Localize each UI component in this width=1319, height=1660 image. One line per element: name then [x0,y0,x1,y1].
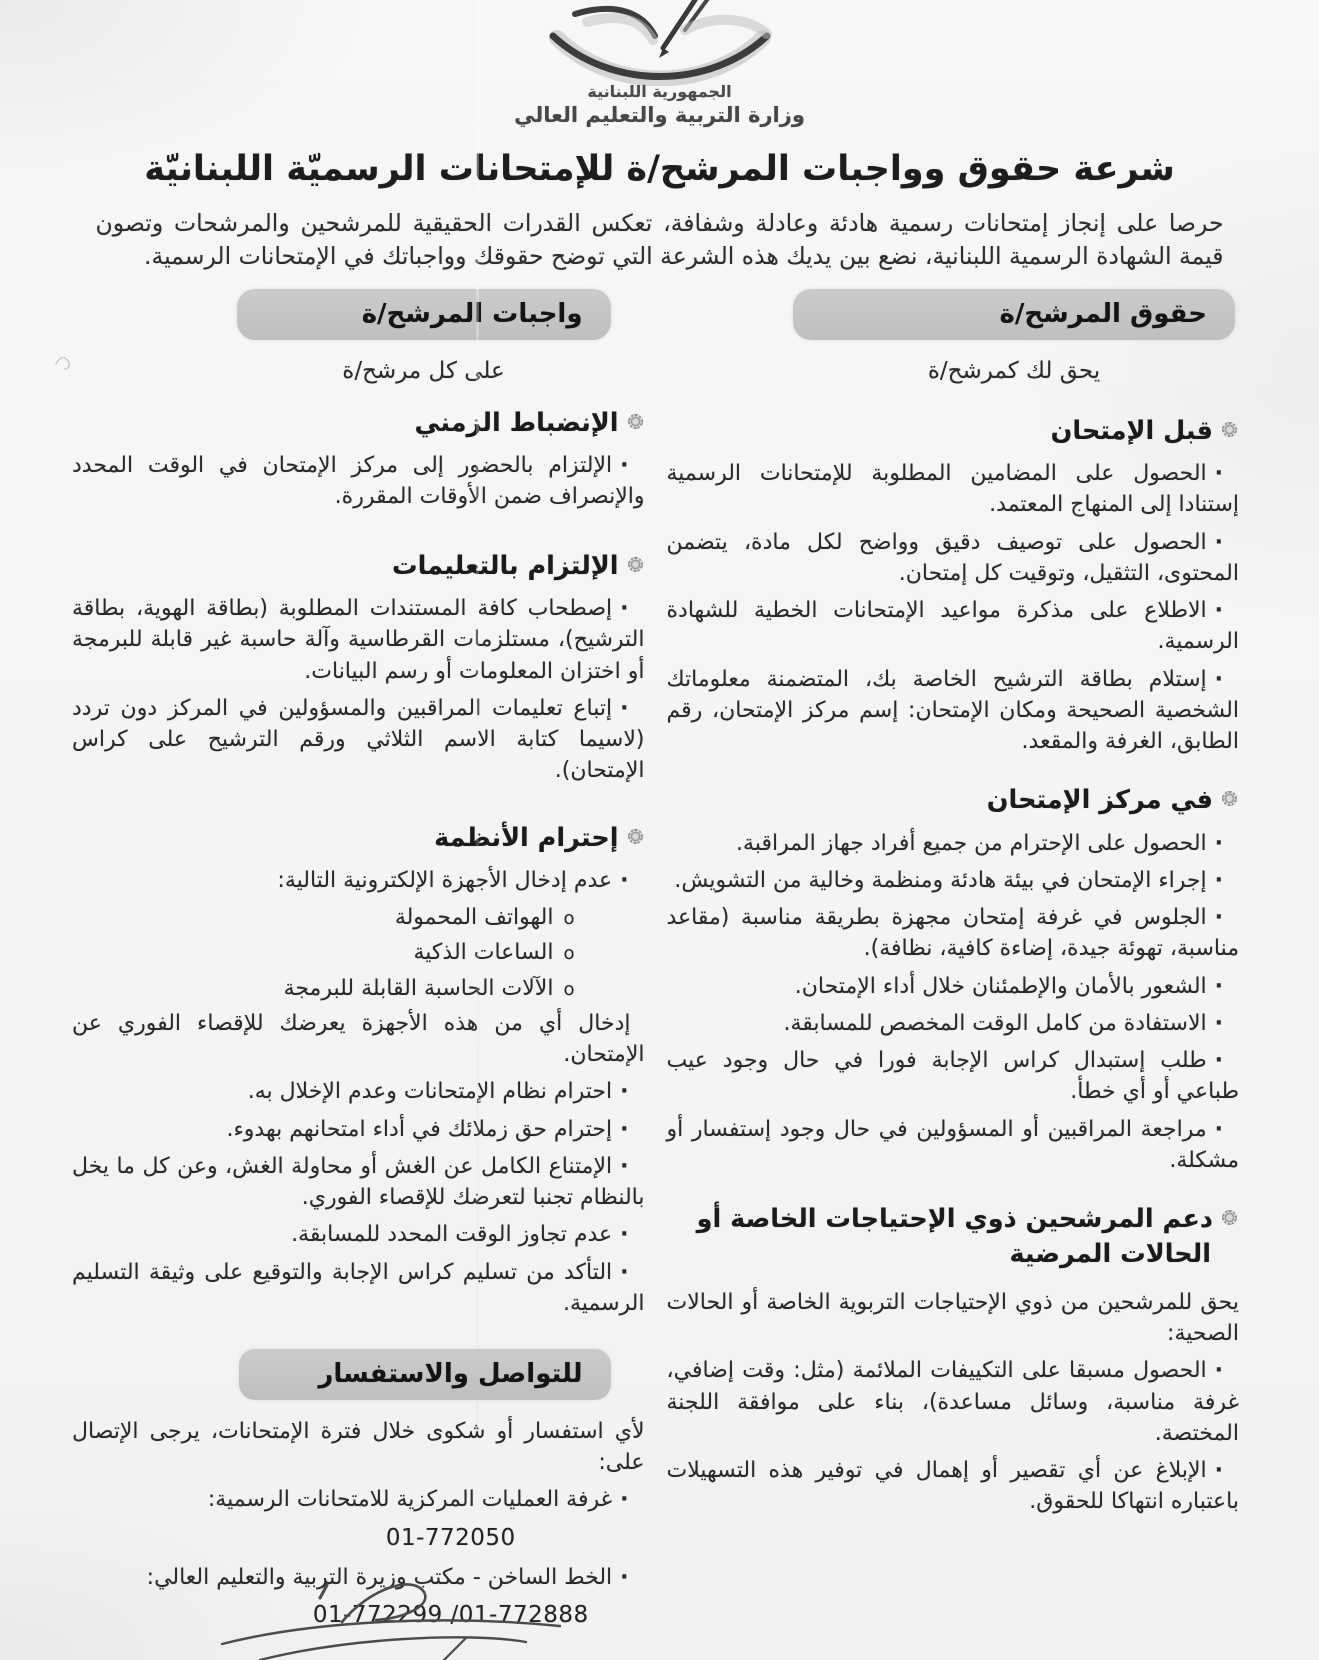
list-item: · الحصول على المضامين المطلوبة للإمتحانات الرسمية إستنادا إلى المنهاج المعتمد. [667,458,1240,520]
duties-section-instructions [72,549,645,787]
list-item: · الإبلاغ عن أي تقصير أو إهمال في توفير هذه التسهيلات باعتباره انتهاكا للحقوق. [667,1455,1240,1517]
list-item: · الحصول على توصيف دقيق وواضح لكل مادة، يتضمن المحتوى، التثقيل، وتوقيت كل إمتحان. [667,527,1240,589]
rights-section-special-needs [667,1202,1240,1517]
list-item: · التأكد من تسليم كراس الإجابة والتوقيع على وثيقة التسليم الرسمية. [72,1257,645,1319]
operations-room-phone: 01-772050 [385,1524,516,1551]
list-item: · الإمتناع الكامل عن الغش أو محاولة الغش، وعن كل ما يخل بالنظام تجنبا لتعرضك للإقصاء الفوري. [72,1151,645,1213]
page-title: شرعة حقوق وواجبات المرشح/ة للإمتحانات الرسميّة اللبنانيّة [144,149,1175,189]
section-heading-label: الإنضباط الزمني [414,407,619,438]
list-item: · الحصول على الإحترام من جميع أفراد جهاز المراقبة. [667,828,1240,859]
section-heading [667,1202,1238,1271]
list-item: · طلب إستبدال كراس الإجابة فورا في حال وجود عيب طباعي أو أي خطأ. [667,1045,1240,1107]
section-heading [72,821,643,855]
section-heading-label: في مركز الإمتحان [986,785,1213,816]
list-item: · الإلتزام بالحضور إلى مركز الإمتحان في الوقت المحدد والإنصراف ضمن الأوقات المقررة. [72,450,645,512]
section-lead: يحق للمرشحين من ذوي الإحتياجات التربوية الخاصة أو الحالات الصحية: [666,1289,1239,1347]
duties-column [72,289,645,1640]
list-item: · احترام نظام الإمتحانات وعدم الإخلال به. [72,1076,645,1107]
contact-header-bar: للتواصل والاستفسار [239,1349,611,1400]
rosette-icon [628,414,643,429]
two-column-layout [0,273,1319,1640]
list-item: · إتباع تعليمات المراقبين والمسؤولين في المركز دون تردد (لاسيما كتابة الاسم الثلاثي ورقم الترشيح على كراس الإمتحان). [72,693,645,787]
rosette-icon [628,829,643,844]
stray-pen-mark [52,348,78,374]
contact-item-label: · الخط الساخن - مكتب وزيرة التربية والتعليم العالي: [72,1562,645,1593]
sub-list-item: o الهواتف المحمولة [142,902,575,933]
section-heading [667,414,1238,448]
list-item: · عدم إدخال الأجهزة الإلكترونية التالية: [72,865,645,896]
warning-note: إدخال أي من هذه الأجهزة يعرضك للإقصاء الفوري عن الإمتحان. [72,1010,645,1068]
list-item: · إستلام بطاقة الترشيح الخاصة بك، المتضمنة معلوماتك الشخصية الصحيحة ومكان الإمتحان: إسم مركز الإمتحان، رقم الطابق، الغرفة والمقعد. [667,664,1240,758]
rights-section-exam-center [667,783,1240,1176]
scan-crease [476,0,479,1430]
rights-header-bar: حقوق المرشح/ة [793,289,1235,340]
contact-item-label: · غرفة العمليات المركزية للامتحانات الرسمية: [72,1484,645,1515]
rights-column [667,289,1240,1523]
section-heading-label: الإلتزام بالتعليمات [391,550,619,581]
rosette-icon [628,557,643,572]
sub-list-item: o الساعات الذكية [142,937,575,968]
list-item: · الاطلاع على مذكرة مواعيد الإمتحانات الخطية للشهادة الرسمية. [667,595,1240,657]
section-heading-label: قبل الإمتحان [1050,415,1213,446]
section-heading [72,406,643,440]
sub-list-item: o الآلات الحاسبة القابلة للبرمجة [142,973,575,1004]
rosette-icon [1222,422,1237,437]
rights-subtitle: يحق لك كمرشح/ة [927,358,1101,385]
duties-header-bar: واجبات المرشح/ة [237,289,611,340]
rights-section-before-exam [667,414,1240,758]
document-header [0,0,1319,127]
list-item: · إجراء الإمتحان في بيئة هادئة ومنظمة وخالية من التشويش. [667,865,1240,896]
section-heading-label: إحترام الأنظمة [434,822,619,853]
list-item: · الشعور بالأمان والإطمئنان خلال أداء الإمتحان. [667,971,1240,1002]
duties-subtitle: على كل مرشح/ة [342,358,505,385]
duties-section-time-discipline [72,406,645,513]
ministry-book-pen-logo-icon [535,0,785,86]
ministry-title: وزارة التربية والتعليم العالي [514,103,805,127]
duties-section-regulations [72,821,645,1319]
signature [208,1568,588,1660]
intro-paragraph: حرصا على إنجاز إمتحانات رسمية هادئة وعادلة وشفافة، تعكس القدرات الحقيقية للمرشحين والمرشحات وتصون قيمة الشهادة الرسمية اللبنانية، نضع بين يديك هذه الشرعة التي توضح حقوقك وواجباتك في الإمتحانات الرسمية. [95,208,1224,270]
section-heading [72,549,643,583]
list-item: · الاستفادة من كامل الوقت المخصص للمسابقة. [667,1008,1240,1039]
section-heading-label: دعم المرشحين ذوي الإحتياجات الخاصة أو الحالات المرضية [696,1204,1213,1269]
list-item: · الحصول مسبقا على التكييفات الملائمة (مثل: وقت إضافي، غرفة مناسبة، وسائل مساعدة)، بناء على موافقة اللجنة المختصة. [667,1355,1240,1449]
rosette-icon [1222,791,1237,806]
list-item: · الجلوس في غرفة إمتحان مجهزة بطريقة مناسبة (مقاعد مناسبة، تهوئة جيدة، إضاءة كافية، نظافة). [667,902,1240,964]
hotline-phone: 01-772299 /01-772888 [312,1602,589,1629]
list-item: · عدم تجاوز الوقت المحدد للمسابقة. [72,1219,645,1250]
republic-title: الجمهورية اللبنانية [587,82,732,101]
list-item: · مراجعة المراقبين أو المسؤولين في حال وجود إستفسار أو مشكلة. [667,1114,1240,1176]
rosette-icon [1222,1210,1237,1225]
list-item: · إصطحاب كافة المستندات المطلوبة (بطاقة الهوية، بطاقة الترشيح)، مستلزمات القرطاسية وآلة حاسبة غير قابلة للبرمجة أو اختزان المعلومات أو رسم البيانات. [72,593,645,687]
section-heading [667,783,1238,817]
list-item: · إحترام حق زملائك في أداء امتحانهم بهدوء. [72,1114,645,1145]
contact-lead: لأي استفسار أو شكوى خلال فترة الإمتحانات، يرجى الإتصال على: [72,1418,645,1476]
